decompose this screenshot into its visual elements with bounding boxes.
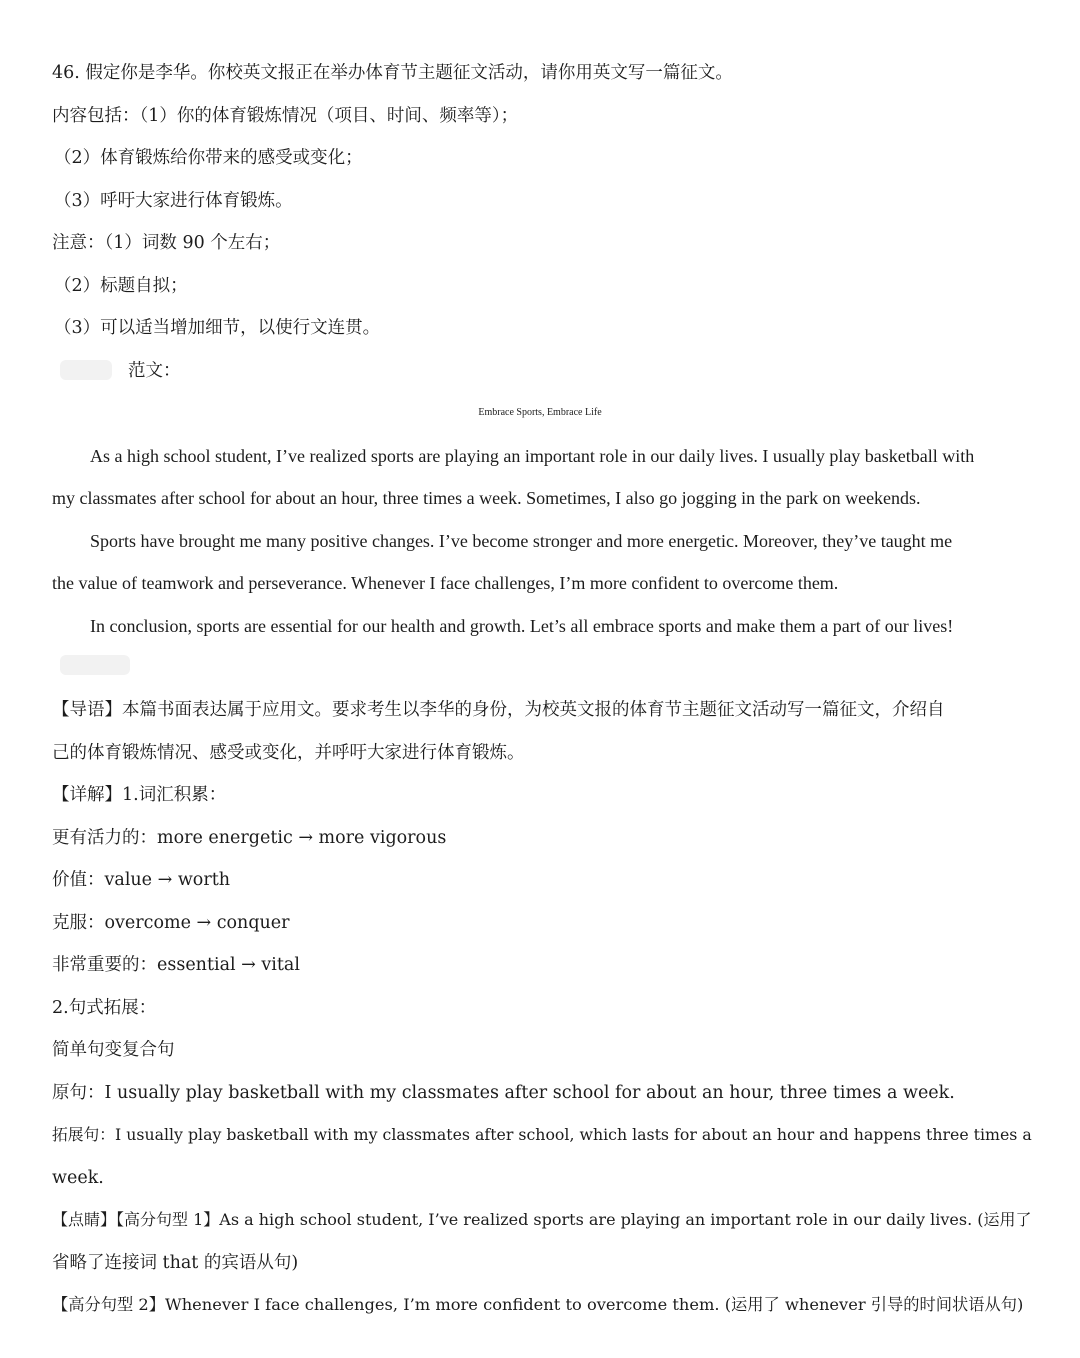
sentence-heading: 2.句式拓展： <box>52 998 157 1018</box>
scan-smudge <box>60 360 112 380</box>
vocab-item: 克服：overcome → conquer <box>52 913 290 933</box>
essay-paragraph-3: In conclusion, sports are essential for our health and growth. Let’s all embrace sports and make them a part of our lives! <box>90 616 954 636</box>
highlight-line-3: 【高分句型 2】Whenever I face challenges, I’m more confident to overcome them. (运用了 whenever 引导的时间状语从句) <box>52 1295 1024 1314</box>
vocab-item: 更有活力的：more energetic → more vigorous <box>52 828 447 848</box>
guide-line-2: 己的体育锻炼情况、感受或变化，并呼吁大家进行体育锻炼。 <box>52 743 525 763</box>
highlight-line-1: 【点睛】【高分句型 1】As a high school student, I’ve realized sports are playing an important role in our daily lives. (运用了 <box>52 1210 1032 1229</box>
note-2: （2）标题自拟； <box>54 276 188 296</box>
scan-smudge <box>60 655 130 675</box>
essay-paragraph-2-line-2: the value of teamwork and perseverance. Whenever I face challenges, I’m more confident to overcome them. <box>52 573 839 593</box>
essay-title: Embrace Sports, Embrace Life <box>478 407 602 418</box>
original-sentence: 原句：I usually play basketball with my classmates after school for about an hour, three times a week. <box>52 1083 955 1103</box>
sentence-type: 简单句变复合句 <box>52 1040 175 1060</box>
detail-heading: 【详解】1.词汇积累： <box>52 785 227 805</box>
sample-label: 范文： <box>128 361 181 381</box>
vocab-item: 价值：value → worth <box>52 870 231 890</box>
expanded-sentence-line-1: 拓展句：I usually play basketball with my classmates after school, which lasts for about an hour and happens three times a <box>52 1125 1032 1144</box>
content-requirement-1: 内容包括：（1）你的体育锻炼情况（项目、时间、频率等）； <box>52 106 519 126</box>
note-3: （3）可以适当增加细节，以使行文连贯。 <box>54 318 381 338</box>
vocab-item: 非常重要的：essential → vital <box>52 955 300 975</box>
question-title: 46. 假定你是李华。你校英文报正在举办体育节主题征文活动，请你用英文写一篇征文。 <box>52 63 733 83</box>
highlight-line-2: 省略了连接词 that 的宾语从句) <box>52 1253 299 1273</box>
content-requirement-2: （2）体育锻炼给你带来的感受或变化； <box>54 148 363 168</box>
essay-paragraph-1-line-2: my classmates after school for about an hour, three times a week. Sometimes, I also go jogging in the park on weekends. <box>52 488 921 508</box>
essay-paragraph-1-line-1: As a high school student, I’ve realized sports are playing an important role in our daily lives. I usually play basketball with <box>90 446 975 466</box>
content-requirement-3: （3）呼吁大家进行体育锻炼。 <box>54 191 293 211</box>
note-1: 注意：（1）词数 90 个左右； <box>52 233 281 253</box>
essay-paragraph-2-line-1: Sports have brought me many positive changes. I’ve become stronger and more energetic. Moreover, they’ve taught me <box>90 531 953 551</box>
expanded-sentence-line-2: week. <box>52 1168 104 1188</box>
guide-line-1: 【导语】本篇书面表达属于应用文。要求考生以李华的身份，为校英文报的体育节主题征文活动写一篇征文，介绍自 <box>52 700 945 720</box>
